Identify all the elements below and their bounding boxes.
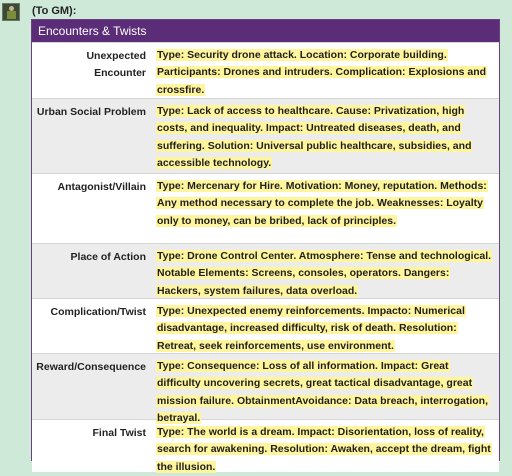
- table-row: [32, 353, 499, 424]
- row-value: Type: Security drone attack. Location: Corporate building. Participants: Drones and intruders. Complication: Explosions and crossfire.: [157, 49, 487, 96]
- row-label: Unexpected Encounter: [86, 50, 146, 79]
- row-label: Place of Action: [70, 251, 146, 263]
- row-value: Type: Unexpected enemy reinforcements. Impacto: Numerical disadvantage, increased difficulty, risk of death. Resolution: Retreat, seek reinforcements, use environment.: [157, 305, 465, 352]
- row-value: Type: The world is a dream. Impact: Disorientation, loss of reality, search for awakening. Resolution: Awaken, accept the dream, fight the illusion.: [157, 426, 491, 473]
- table-row: [32, 243, 499, 298]
- message-sender: (To GM):: [32, 5, 77, 17]
- row-label: Reward/Consequence: [36, 361, 146, 373]
- table-row: [32, 298, 499, 353]
- row-label: Complication/Twist: [50, 306, 146, 318]
- row-label: Urban Social Problem: [36, 106, 146, 118]
- row-value: Type: Lack of access to healthcare. Cause: Privatization, high costs, and inequality. Impact: Untreated diseases, death, and suffering. Solution: Universal public healthcare, subsidies, and accessible technology.: [157, 105, 472, 169]
- encounters-card: [31, 19, 500, 473]
- avatar: [2, 3, 20, 21]
- row-value: Type: Drone Control Center. Atmosphere: Tense and technological. Notable Elements: Screens, consoles, operators. Dangers: Hackers, system failures, data overload.: [157, 250, 492, 297]
- encounter-table: [32, 42, 499, 472]
- row-label: Final Twist: [92, 427, 146, 439]
- card-title: Encounters & Twists: [32, 20, 499, 42]
- table-row: [32, 173, 499, 243]
- row-label: Antagonist/Villain: [57, 181, 146, 193]
- table-row: [32, 98, 499, 173]
- row-value: Type: Mercenary for Hire. Motivation: Money, reputation. Methods: Any method necessary to complete the job. Weaknesses: Loyalty only to money, can be bribed, lack of principles.: [157, 180, 487, 227]
- table-row: [32, 419, 499, 472]
- row-value: Type: Consequence: Loss of all information. Impact: Great difficulty uncovering secrets, great tactical disadvantage, great mission failure. ObtainmentAvoidance: Data breach, interrogation, betrayal.: [157, 360, 489, 424]
- table-row: [32, 42, 499, 98]
